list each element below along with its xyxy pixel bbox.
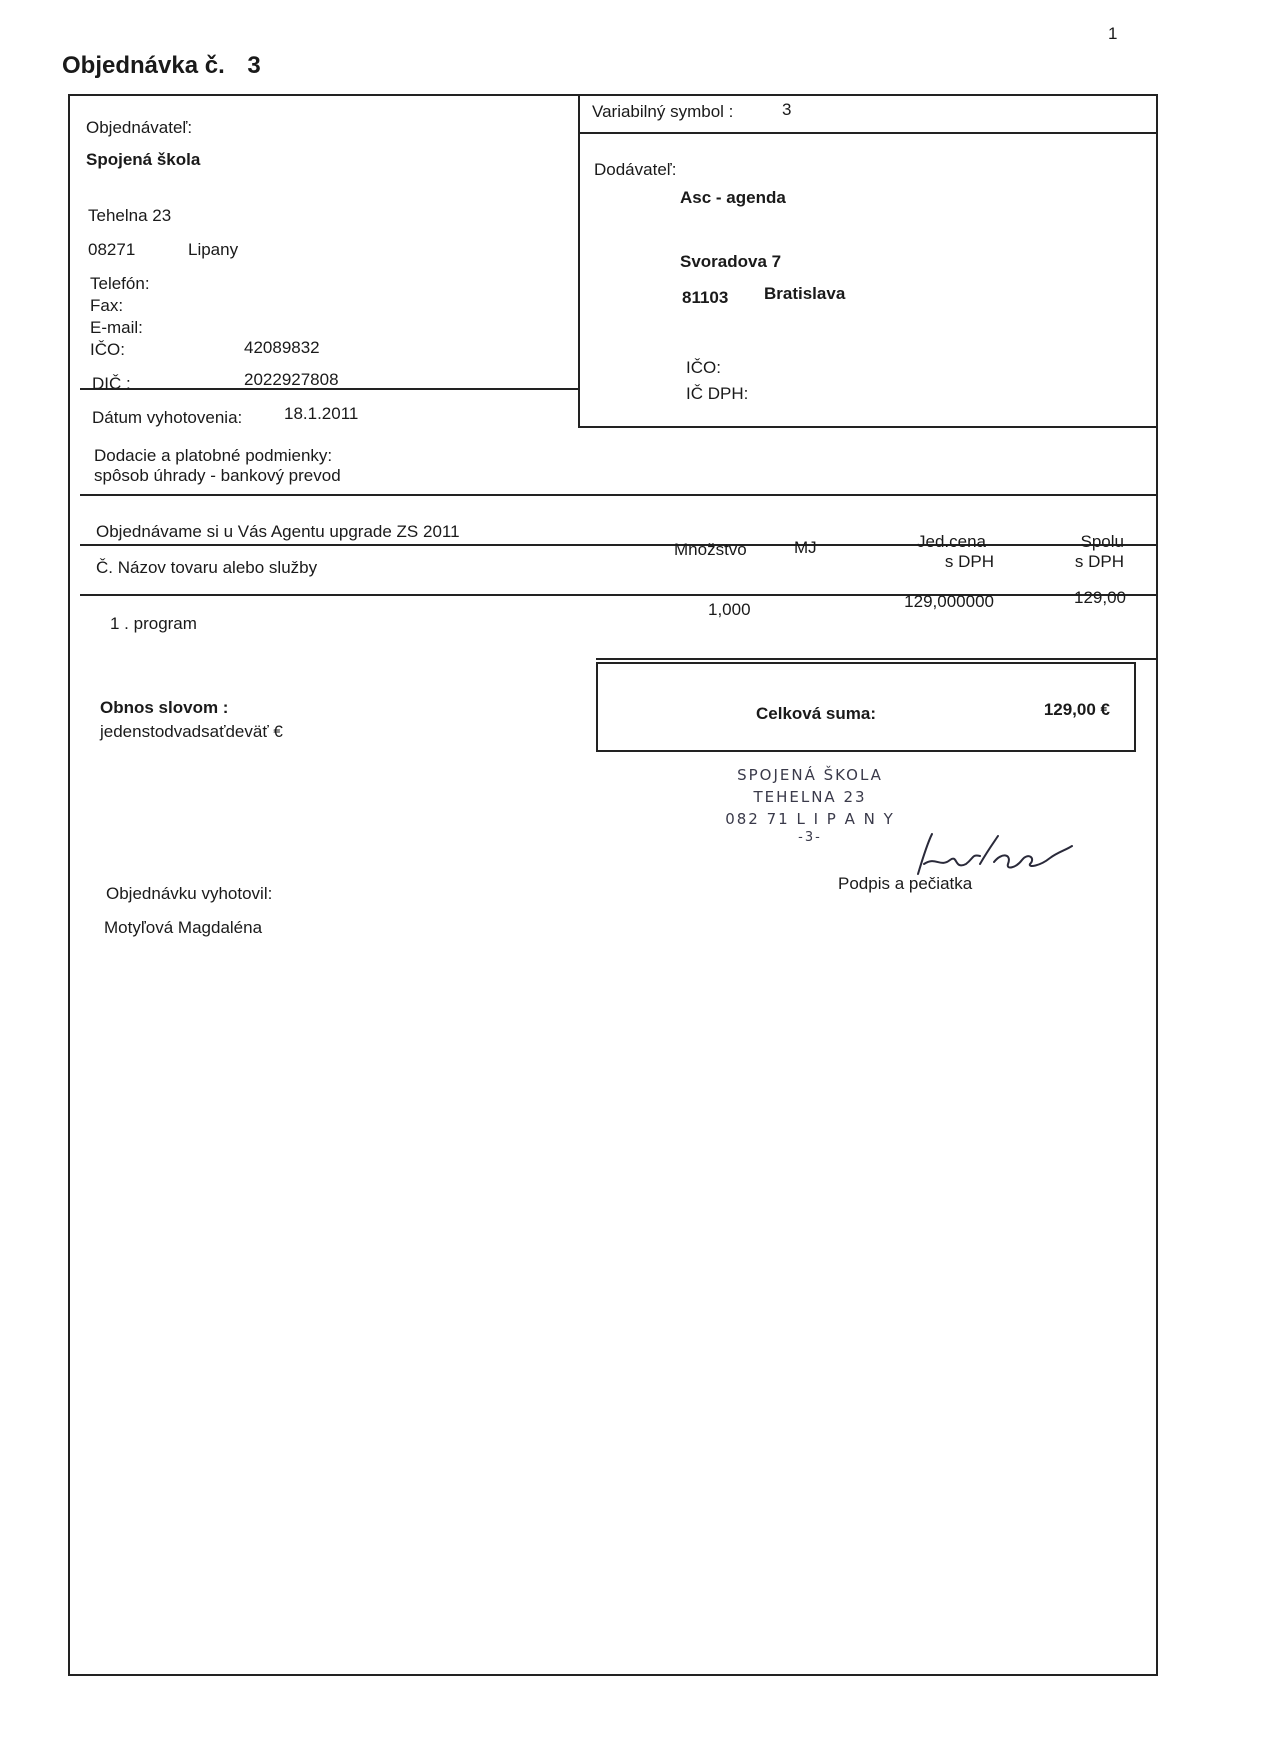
row-qty: 1,000: [708, 600, 751, 619]
customer-city: Lipany: [188, 240, 239, 259]
customer-street: Tehelna 23: [88, 206, 172, 225]
col-price-line2: s DPH: [944, 552, 994, 571]
varsym-separator: [578, 132, 1158, 134]
col-total-line1: Spolu: [1080, 532, 1124, 551]
signature-label: Podpis a pečiatka: [838, 874, 973, 893]
customer-zip: 08271: [88, 240, 136, 259]
table-header-bottom-line: [80, 594, 1158, 596]
row-no-name: 1 . program: [110, 614, 197, 633]
table-top-line: [80, 544, 1158, 546]
stamp-line4: -3-: [798, 830, 822, 845]
customer-heading: Objednávateľ:: [86, 118, 193, 137]
variable-symbol-label: Variabilný symbol :: [592, 102, 734, 121]
customer-fax-label: Fax:: [90, 296, 124, 315]
supplier-zip: 81103: [682, 288, 729, 307]
supplier-bottom-line: [578, 426, 1158, 428]
supplier-street: Svoradova 7: [680, 252, 782, 271]
customer-phone-label: Telefón:: [90, 274, 150, 293]
customer-name: Spojená škola: [86, 150, 201, 169]
header-divider: [578, 94, 580, 428]
total-box-top-line: [596, 658, 1158, 660]
col-price-line1: Jed.cena: [917, 532, 986, 551]
terms-value: spôsob úhrady - bankový prevod: [94, 466, 341, 485]
prepared-by-name: Motyľová Magdaléna: [104, 918, 263, 937]
supplier-heading: Dodávateľ:: [594, 160, 677, 179]
page-title: [62, 52, 261, 80]
supplier-name: Asc - agenda: [680, 188, 786, 207]
stamp-line2: TEHELNA 23: [753, 788, 867, 806]
terms-label: Dodacie a platobné podmienky:: [94, 446, 333, 465]
total-value: 129,00 €: [1043, 700, 1110, 719]
customer-ico-label: IČO:: [90, 340, 125, 359]
customer-dic-value: 2022927808: [244, 370, 339, 389]
issue-date-value: 18.1.2011: [284, 404, 359, 423]
total-label: Celková suma:: [756, 704, 876, 723]
col-no-name: Č. Názov tovaru alebo služby: [96, 558, 318, 577]
amount-words-label: Obnos slovom :: [100, 698, 229, 717]
col-total-line2: s DPH: [1074, 552, 1124, 571]
title-label: Objednávka č.: [62, 52, 225, 79]
stamp-line1: SPOJENÁ ŠKOLA: [737, 766, 883, 784]
col-unit: MJ: [794, 538, 817, 557]
amount-words-value: jedenstodvadsaťdeväť €: [100, 722, 283, 741]
total-box: [596, 662, 1136, 752]
customer-dic-label: DIČ :: [92, 374, 131, 393]
page-number: 1: [1108, 24, 1118, 43]
issue-date-label: Dátum vyhotovenia:: [92, 408, 243, 427]
order-intro: Objednávame si u Vás Agentu upgrade ZS 2011: [96, 522, 460, 541]
row-total: 129,00: [1074, 588, 1126, 607]
supplier-ico-label: IČO:: [686, 358, 721, 377]
terms-bottom-line: [80, 494, 1158, 496]
customer-email-label: E-mail:: [90, 318, 143, 337]
row-price: 129,000000: [904, 592, 994, 611]
variable-symbol-value: 3: [782, 100, 792, 119]
col-qty: Množstvo: [674, 540, 747, 559]
supplier-city: Bratislava: [764, 284, 846, 303]
customer-ico-value: 42089832: [244, 338, 320, 357]
supplier-icdph-label: IČ DPH:: [686, 384, 749, 403]
prepared-by-label: Objednávku vyhotovil:: [106, 884, 273, 903]
order-number: 3: [247, 52, 261, 79]
stamp-line3: 082 71 L I P A N Y: [725, 810, 895, 828]
